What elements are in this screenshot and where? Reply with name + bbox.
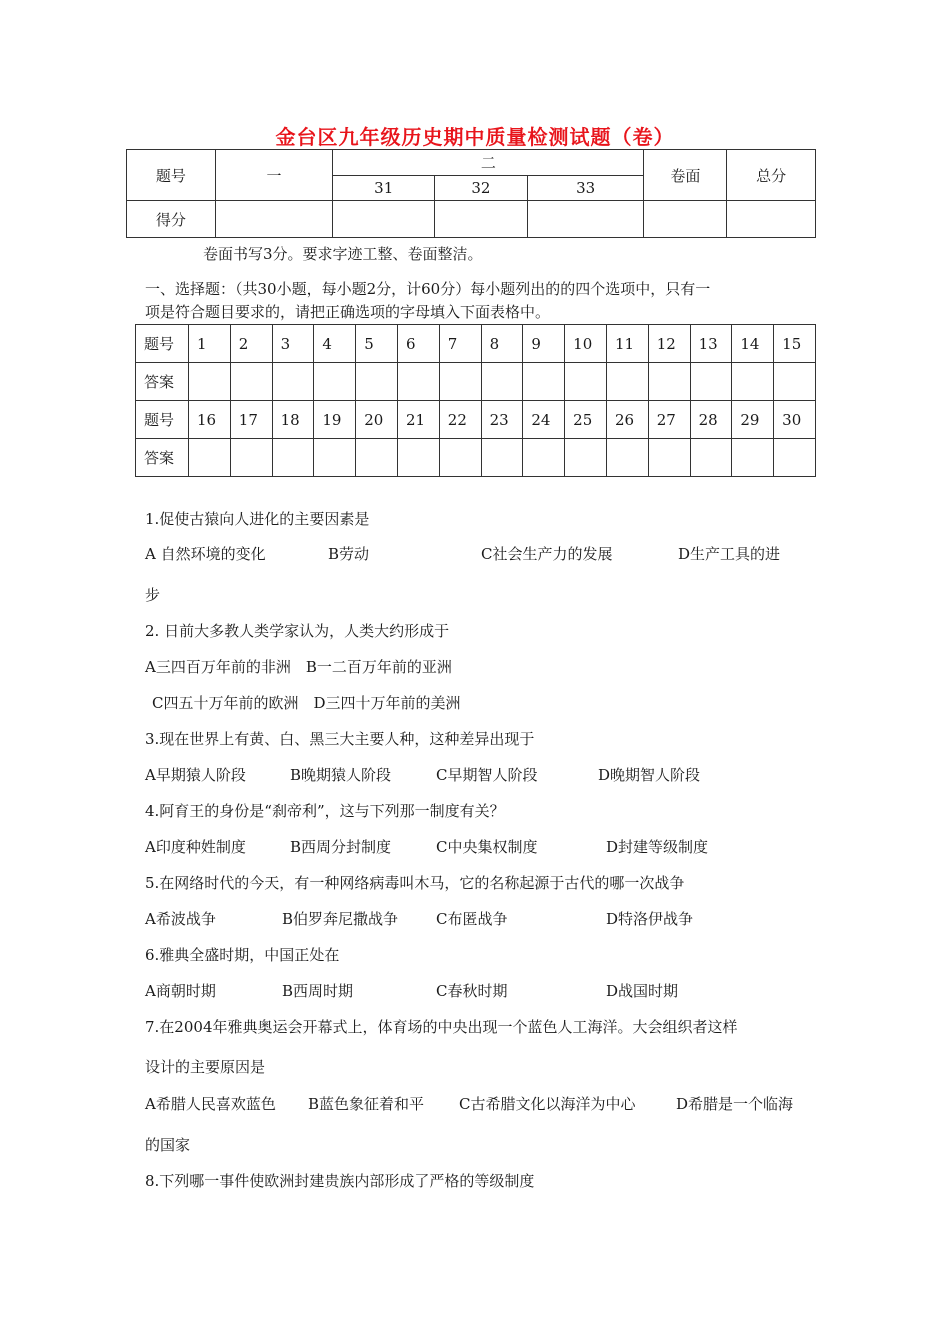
question-7-option-c: C古希腊文化以海洋为中心: [459, 1095, 636, 1113]
question-4-option-c: C中央集权制度: [436, 838, 538, 856]
question-number: 17: [230, 401, 272, 439]
answer-cell[interactable]: [606, 439, 648, 477]
question-6: 6.雅典全盛时期，中国正处在: [145, 946, 340, 964]
question-4-option-d: D封建等级制度: [606, 838, 709, 856]
answer-cell[interactable]: [565, 439, 607, 477]
question-3: 3.现在世界上有黄、白、黑三大主要人种，这种差异出现于: [145, 730, 535, 748]
score-cell: [644, 201, 727, 238]
question-2: 2. 日前大多教人类学家认为，人类大约形成于: [145, 622, 450, 640]
question-7-option-a: A希腊人民喜欢蓝色: [145, 1095, 276, 1113]
answer-cell[interactable]: [314, 363, 356, 401]
answer-cell[interactable]: [230, 439, 272, 477]
answer-cell[interactable]: [690, 439, 732, 477]
question-2-options-cd: C四五十万年前的欧洲 D三四十万年前的美洲: [152, 694, 461, 712]
question-number: 28: [690, 401, 732, 439]
question-number: 24: [523, 401, 565, 439]
section-one-instructions-cont: 项是符合题目要求的，请把正确选项的字母填入下面表格中。: [145, 303, 551, 321]
question-1-option-a: A 自然环境的变化: [145, 545, 266, 563]
question-7-option-d: D希腊是一个临海: [676, 1095, 794, 1113]
score-cell: [527, 201, 644, 238]
score-sub-col: 33: [527, 176, 644, 201]
question-number: 13: [690, 325, 732, 363]
score-col-one: 一: [215, 150, 333, 201]
question-number: 5: [356, 325, 398, 363]
question-number: 3: [272, 325, 314, 363]
answer-cell[interactable]: [272, 363, 314, 401]
question-number: 27: [648, 401, 690, 439]
question-number: 26: [606, 401, 648, 439]
question-4: 4.阿育王的身份是“刹帝利”，这与下列那一制度有关？: [145, 802, 505, 820]
answer-cell[interactable]: [272, 439, 314, 477]
question-number: 11: [606, 325, 648, 363]
question-number: 8: [481, 325, 523, 363]
question-6-option-c: C春秋时期: [436, 982, 508, 1000]
question-1-option-b: B劳动: [328, 545, 370, 563]
answer-cell[interactable]: [523, 363, 565, 401]
question-2-options-ab: A三四百万年前的非洲 B一二百万年前的亚洲: [145, 658, 452, 676]
score-row-label: 得分: [127, 201, 216, 238]
answer-num-row-1: [136, 325, 816, 363]
answer-cell[interactable]: [230, 363, 272, 401]
score-col-two: 二: [333, 150, 644, 176]
question-number: 30: [774, 401, 816, 439]
question-5: 5.在网络时代的今天，有一种网络病毒叫木马，它的名称起源于古代的哪一次战争: [145, 874, 685, 892]
question-7-option-b: B蓝色象征着和平: [308, 1095, 425, 1113]
question-number: 1: [189, 325, 231, 363]
question-1-option-c: C社会生产力的发展: [481, 545, 613, 563]
question-number: 14: [732, 325, 774, 363]
answer-cell[interactable]: [314, 439, 356, 477]
question-6-option-a: A商朝时期: [145, 982, 216, 1000]
answer-cell[interactable]: [690, 363, 732, 401]
question-4-option-a: A印度种姓制度: [145, 838, 246, 856]
answer-cell[interactable]: [732, 363, 774, 401]
answer-cell[interactable]: [565, 363, 607, 401]
question-number: 9: [523, 325, 565, 363]
answer-cell[interactable]: [356, 363, 398, 401]
question-7-option-d-cont: 的国家: [145, 1136, 191, 1154]
question-number: 10: [565, 325, 607, 363]
answer-cell[interactable]: [356, 439, 398, 477]
question-3-option-a: A早期猿人阶段: [145, 766, 246, 784]
answer-cell[interactable]: [439, 363, 481, 401]
question-number: 6: [397, 325, 439, 363]
score-col-total: 总分: [727, 150, 816, 201]
score-header-label: 题号: [127, 150, 216, 201]
answer-cell[interactable]: [732, 439, 774, 477]
question-number: 23: [481, 401, 523, 439]
answer-label: 答案: [136, 439, 189, 477]
question-1: 1.促使古猿向人进化的主要因素是: [145, 510, 370, 528]
score-cell: [727, 201, 816, 238]
score-cell: [215, 201, 333, 238]
answer-cell[interactable]: [648, 439, 690, 477]
answer-cell[interactable]: [439, 439, 481, 477]
answer-cell[interactable]: [774, 439, 816, 477]
question-number: 12: [648, 325, 690, 363]
question-5-option-a: A希波战争: [145, 910, 216, 928]
answer-num-label: 题号: [136, 401, 189, 439]
question-5-option-c: C布匿战争: [436, 910, 508, 928]
score-sub-col: 32: [435, 176, 528, 201]
answer-cell[interactable]: [481, 363, 523, 401]
question-4-option-b: B西周分封制度: [290, 838, 392, 856]
page-title: 金台区九年级历史期中质量检测试题（卷）: [275, 125, 675, 149]
answer-cell[interactable]: [648, 363, 690, 401]
answer-row-1: [136, 363, 816, 401]
question-7-cont: 设计的主要原因是: [145, 1058, 266, 1076]
question-6-option-b: B西周时期: [282, 982, 354, 1000]
question-6-option-d: D战国时期: [606, 982, 679, 1000]
question-number: 7: [439, 325, 481, 363]
question-3-option-c: C早期智人阶段: [436, 766, 538, 784]
question-number: 25: [565, 401, 607, 439]
answer-cell[interactable]: [774, 363, 816, 401]
score-cell: [435, 201, 528, 238]
question-3-option-d: D晚期智人阶段: [598, 766, 701, 784]
answer-row-2: [136, 439, 816, 477]
answer-table: [135, 324, 816, 477]
question-number: 29: [732, 401, 774, 439]
answer-num-row-2: [136, 401, 816, 439]
answer-cell[interactable]: [189, 363, 231, 401]
question-5-option-b: B伯罗奔尼撒战争: [282, 910, 399, 928]
question-1-option-d-cont: 步: [145, 586, 161, 604]
score-cell: [333, 201, 435, 238]
question-number: 19: [314, 401, 356, 439]
question-number: 22: [439, 401, 481, 439]
question-5-option-d: D特洛伊战争: [606, 910, 694, 928]
question-number: 21: [397, 401, 439, 439]
score-sub-col: 31: [333, 176, 435, 201]
answer-label: 答案: [136, 363, 189, 401]
question-number: 20: [356, 401, 398, 439]
question-7: 7.在2004年雅典奥运会开幕式上，体育场的中央出现一个蓝色人工海洋。大会组织者这样: [145, 1018, 738, 1036]
score-col-paper: 卷面: [644, 150, 727, 201]
question-number: 15: [774, 325, 816, 363]
question-1-option-d: D生产工具的进: [678, 545, 781, 563]
score-table: [126, 149, 816, 238]
question-number: 16: [189, 401, 231, 439]
answer-cell[interactable]: [523, 439, 565, 477]
question-3-option-b: B晚期猿人阶段: [290, 766, 392, 784]
answer-cell[interactable]: [189, 439, 231, 477]
answer-cell[interactable]: [481, 439, 523, 477]
answer-cell[interactable]: [397, 363, 439, 401]
answer-num-label: 题号: [136, 325, 189, 363]
writing-note: 卷面书写3分。要求字迹工整、卷面整洁。: [203, 245, 483, 263]
answer-cell[interactable]: [397, 439, 439, 477]
question-8: 8.下列哪一事件使欧洲封建贵族内部形成了严格的等级制度: [145, 1172, 535, 1190]
question-number: 18: [272, 401, 314, 439]
section-one-instructions: 一、选择题：（共30小题，每小题2分，计60分）每小题列出的的四个选项中，只有一: [145, 280, 711, 298]
answer-cell[interactable]: [606, 363, 648, 401]
question-number: 2: [230, 325, 272, 363]
question-number: 4: [314, 325, 356, 363]
